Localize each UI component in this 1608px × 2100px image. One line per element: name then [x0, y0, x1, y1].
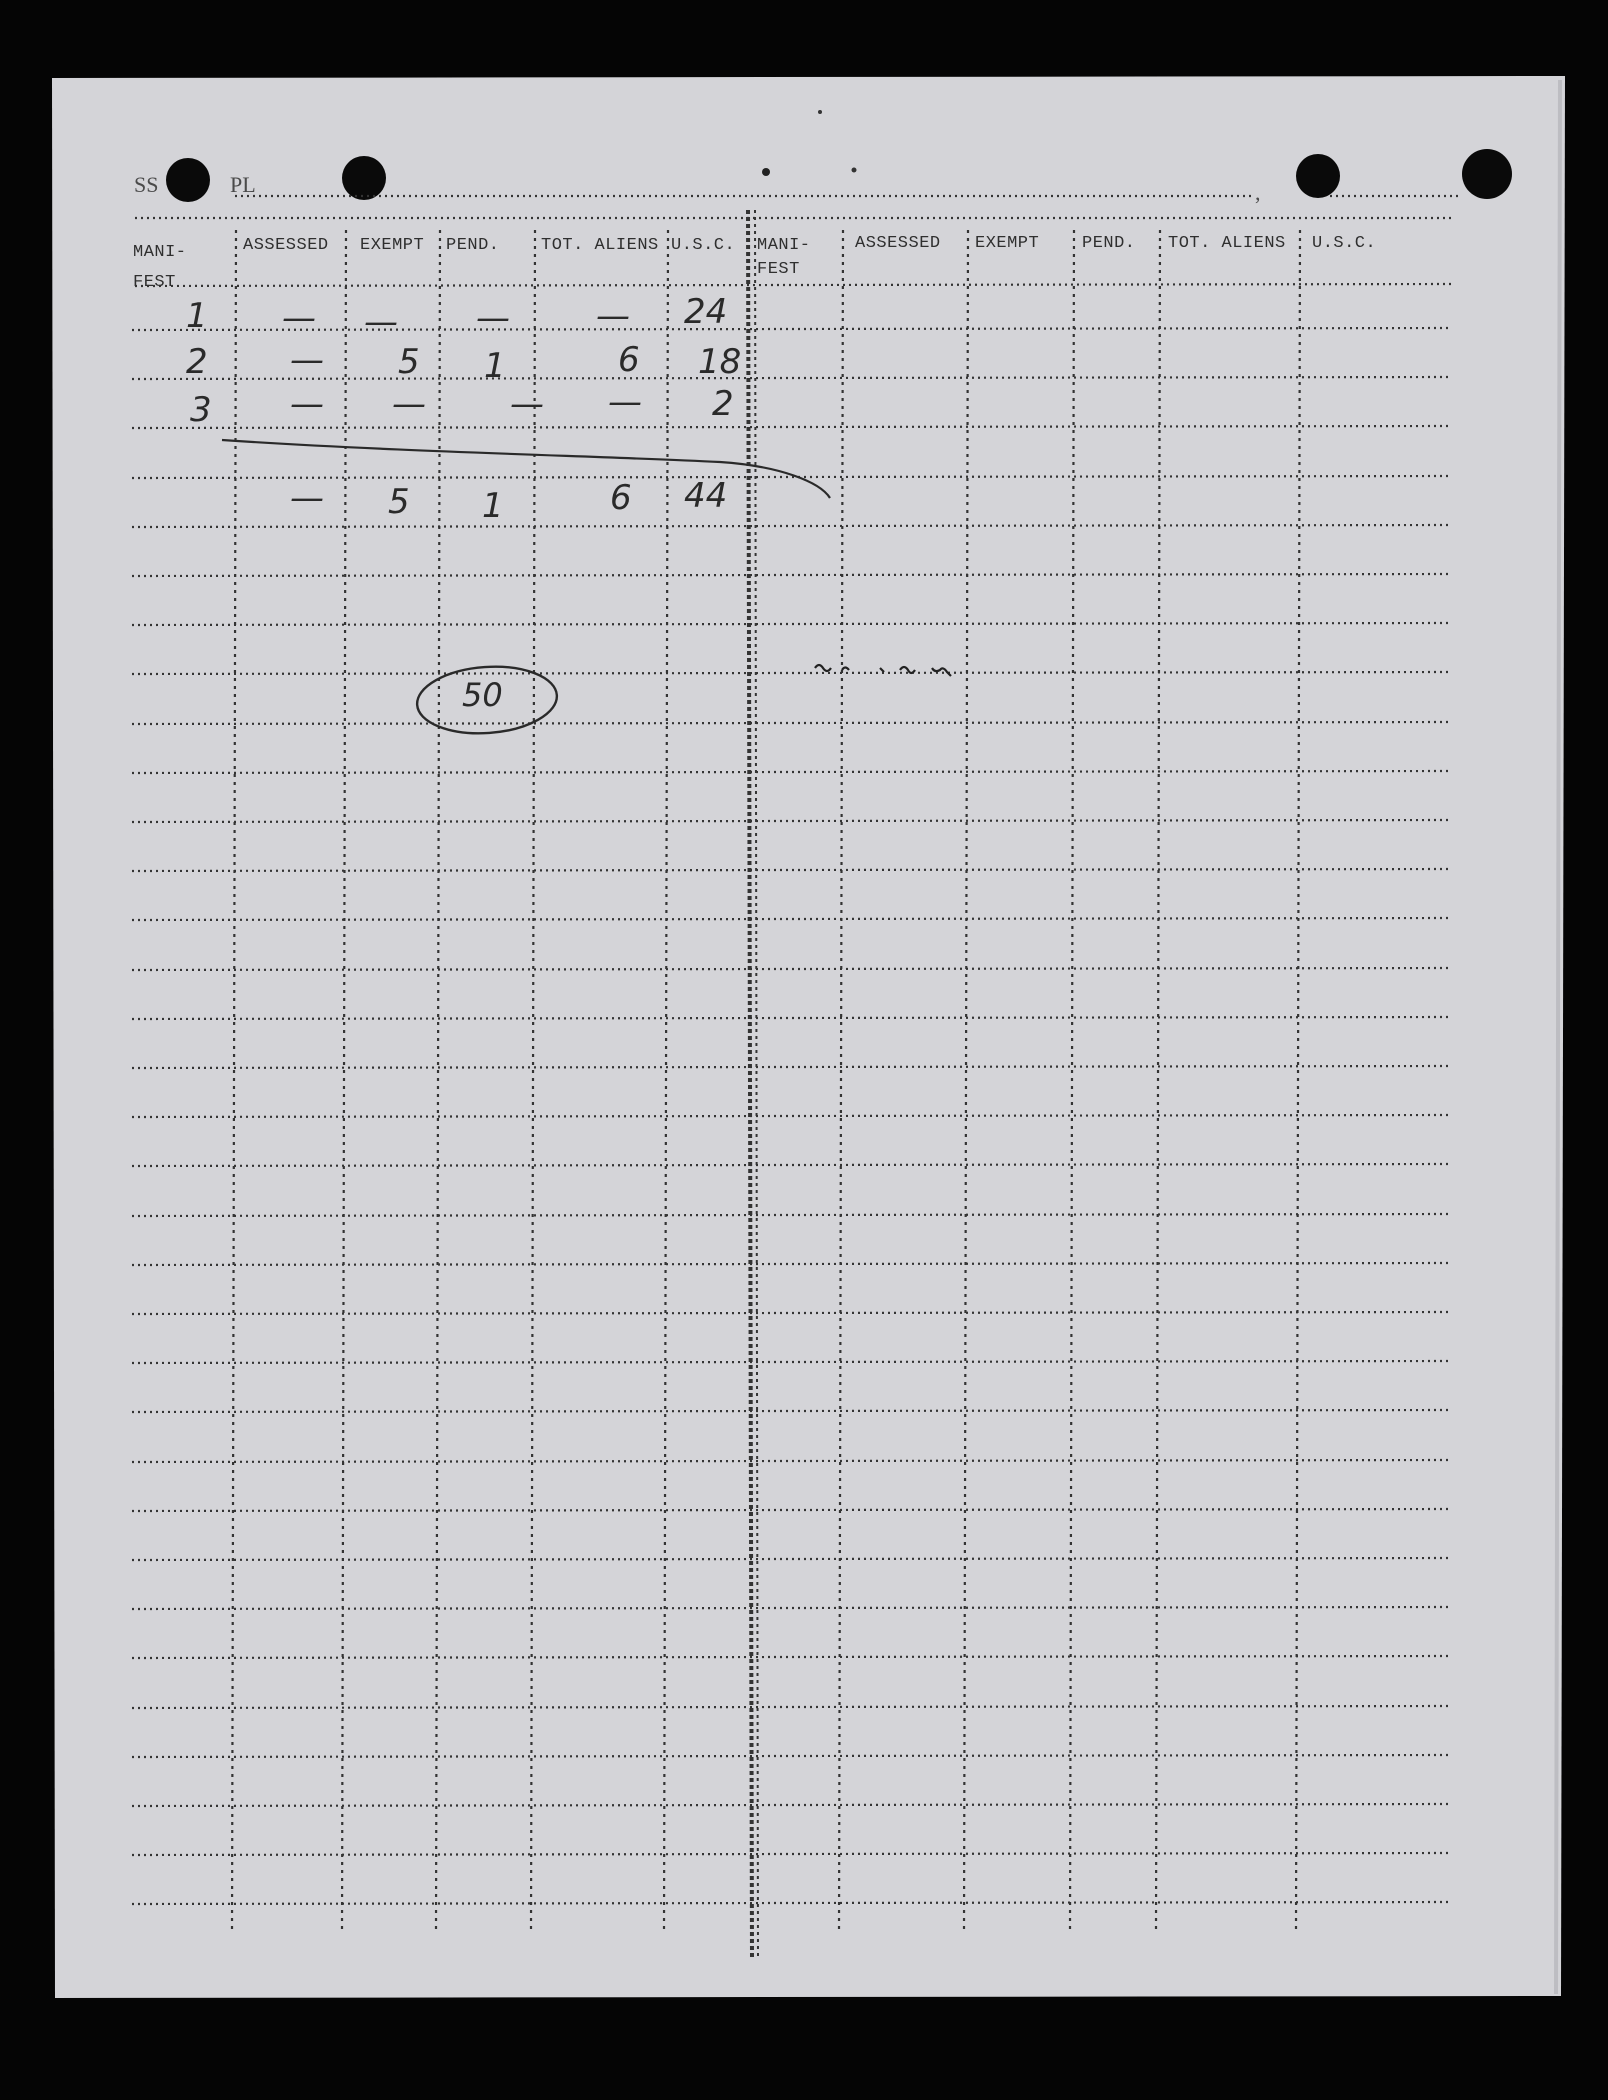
- entry-assessed: —: [282, 298, 316, 338]
- circled-total: 50: [462, 676, 503, 714]
- col-header-usc: U.S.C.: [671, 236, 736, 255]
- ss-label: SS: [134, 172, 159, 197]
- col-header-tot-aliens: TOT. ALIENS: [541, 236, 659, 255]
- entry-assessed: —: [290, 384, 324, 424]
- pl-label: PL: [230, 172, 256, 197]
- entry-usc: 18: [698, 342, 742, 382]
- entry-pend: 1: [484, 346, 506, 386]
- total-tot-aliens: 6: [610, 478, 632, 518]
- total-exempt: 5: [388, 482, 410, 522]
- total-pend: 1: [482, 486, 504, 526]
- col-header-exempt: EXEMPT: [360, 236, 425, 255]
- entry-exempt: 5: [398, 342, 420, 382]
- entry-pend: —: [510, 384, 544, 424]
- entry-manifest: 3: [190, 390, 212, 430]
- entry-exempt: —: [392, 384, 426, 424]
- col-header-pend: PEND.: [446, 236, 500, 255]
- paper-sheet: [52, 76, 1565, 1998]
- col-header-exempt-right: EXEMPT: [975, 234, 1040, 253]
- col-header-pend-right: PEND.: [1082, 234, 1136, 253]
- punch-hole: [1296, 154, 1340, 198]
- entry-tot-aliens: 6: [618, 340, 640, 380]
- col-header-tot-aliens-right: TOT. ALIENS: [1168, 234, 1286, 253]
- entry-exempt: —: [364, 302, 398, 342]
- col-header-assessed: ASSESSED: [243, 236, 329, 255]
- col-header-assessed-right: ASSESSED: [855, 234, 941, 253]
- punch-hole: [166, 158, 210, 202]
- entry-usc: 2: [712, 384, 734, 424]
- punch-hole: [342, 156, 386, 200]
- entry-manifest: 2: [186, 342, 208, 382]
- total-usc: 44: [684, 476, 728, 516]
- entry-pend: —: [476, 298, 510, 338]
- entry-manifest: 1: [186, 296, 208, 336]
- comma-mark: ,: [1255, 180, 1261, 205]
- entry-tot-aliens: —: [608, 382, 642, 422]
- total-assessed: —: [290, 478, 324, 518]
- col-header-manifest: MANI- FEST: [133, 243, 187, 292]
- entry-usc: 24: [684, 292, 728, 332]
- col-header-manifest-right: MANI- FEST: [757, 236, 811, 279]
- punch-hole: [1462, 149, 1512, 199]
- col-header-usc-right: U.S.C.: [1312, 234, 1377, 253]
- entry-tot-aliens: —: [596, 296, 630, 336]
- entry-assessed: —: [290, 340, 324, 380]
